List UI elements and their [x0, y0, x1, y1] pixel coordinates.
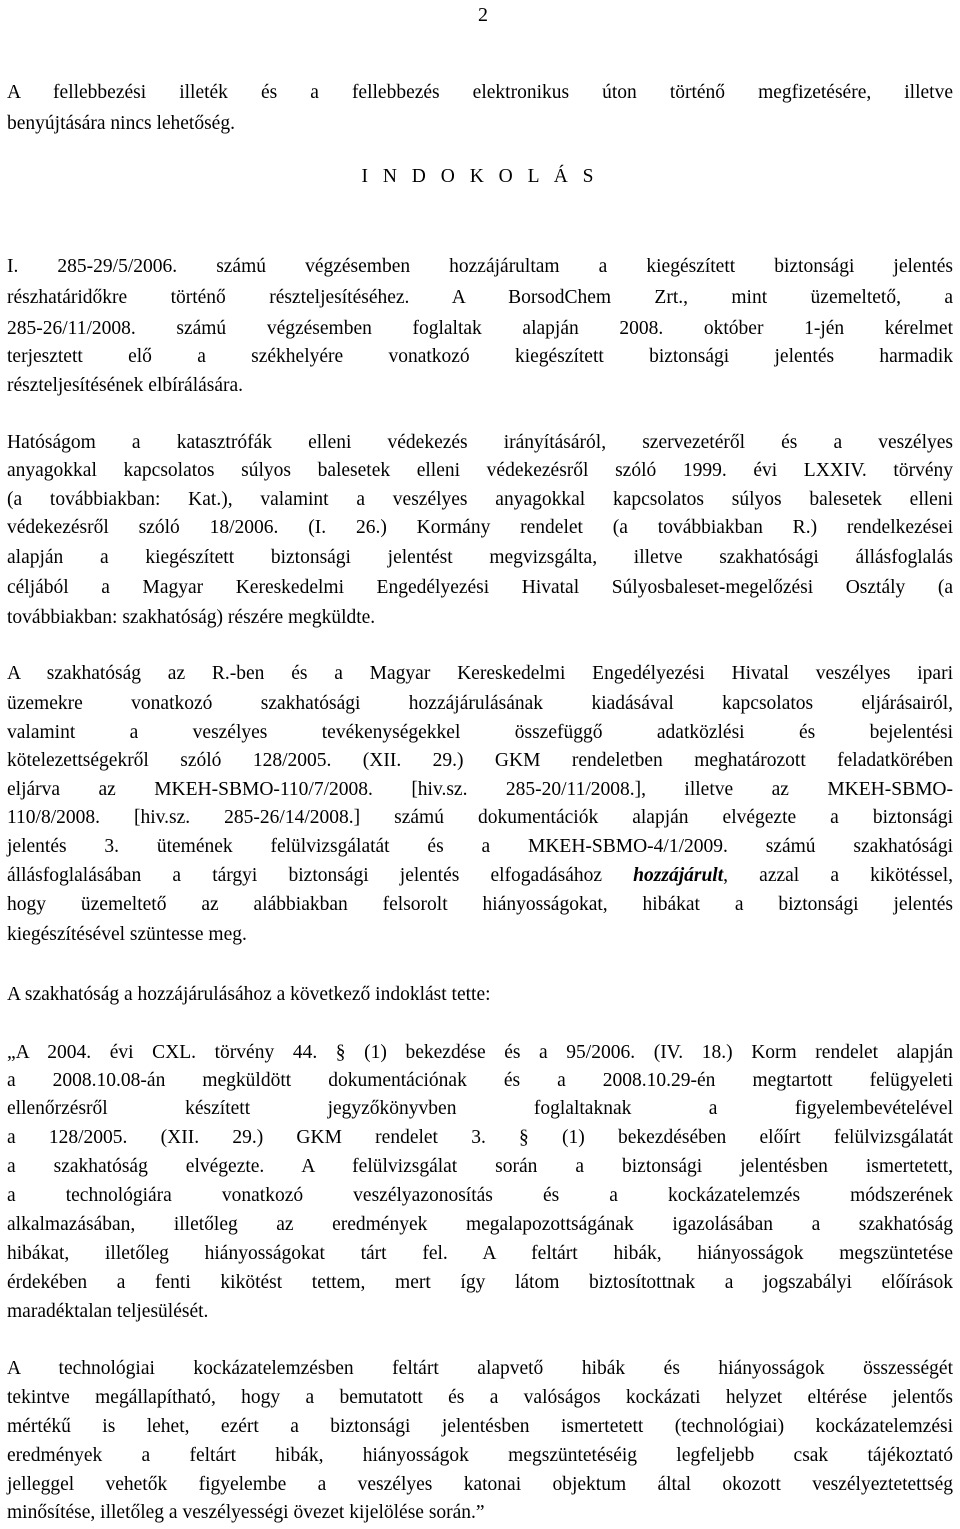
text-segment: állásfoglalásában a tárgyi biztonsági jelentés elfogadásához — [7, 865, 634, 886]
text-line: a szakhatóság elvégezte. A felülvizsgálat során a biztonsági jelentésben ismertetett, — [7, 1156, 953, 1177]
text-line: eredmények a feltárt hibák, hiányosságok megszüntetéséig legfeljebb csak tájékoztató — [7, 1445, 953, 1466]
text-line: céljából a Magyar Kereskedelmi Engedélyezési Hivatal Súlyosbaleset-megelőzési Osztály (a — [7, 577, 953, 598]
text-line: ellenőrzésről készített jegyzőkönyvben foglaltaknak a figyelembevételével — [7, 1098, 953, 1119]
text-line: (a továbbiakban: Kat.), valamint a veszélyes anyagokkal kapcsolatos súlyos balesetek elleni — [7, 489, 953, 510]
text-line: tekintve megállapítható, hogy a bemutatott és a valóságos kockázati helyzet eltérése jelentős — [7, 1387, 953, 1408]
text-line: továbbiakban: szakhatóság) részére megküldte. — [7, 607, 376, 628]
text-line: eljárva az MKEH-SBMO-110/7/2008. [hiv.sz. 285-20/11/2008.], illetve az MKEH-SBMO- — [7, 779, 953, 800]
text-line: I. 285-29/5/2006. számú végzésemben hozzájárultam a kiegészített biztonsági jelentés — [7, 256, 953, 277]
text-line: maradéktalan teljesülését. — [7, 1301, 209, 1322]
text-line: „A 2004. évi CXL. törvény 44. § (1) bekezdése és a 95/2006. (IV. 18.) Korm rendelet alapján — [7, 1042, 953, 1063]
text-line: 285-26/11/2008. számú végzésemben foglaltak alapján 2008. október 1-jén kérelmet — [7, 318, 953, 339]
text-line: kiegészítésével szüntesse meg. — [7, 924, 247, 945]
text-line: benyújtására nincs lehetőség. — [7, 113, 235, 134]
text-line: Hatóságom a katasztrófák elleni védekezés irányításáról, szervezetéről és a veszélyes — [7, 432, 953, 453]
text-line: érdekében a fenti kikötést tettem, mert így látom biztosítottnak a jogszabályi előírások — [7, 1272, 953, 1293]
text-line: hibákat, illetőleg hiányosságokat tárt fel. A feltárt hibák, hiányosságok megszüntetése — [7, 1243, 953, 1264]
text-line: A szakhatóság a hozzájárulásához a következő indoklást tette: — [7, 984, 491, 1005]
text-line: védekezésről szóló 18/2006. (I. 26.) Kormány rendelet (a továbbiakban R.) rendelkezései — [7, 517, 953, 538]
text-line: jelentés 3. ütemének felülvizsgálatát és a MKEH-SBMO-4/1/2009. számú szakhatósági — [7, 836, 953, 857]
text-line: anyagokkal kapcsolatos súlyos balesetek elleni védekezésről szóló 1999. évi LXXIV. törvény — [7, 460, 953, 481]
text-line: részhatáridőkre történő részteljesítéséhez. A BorsodChem Zrt., mint üzemeltető, a — [7, 287, 953, 308]
text-line: minősítése, illetőleg a veszélyességi övezet kijelölése során.” — [7, 1502, 485, 1523]
text-line: a 128/2005. (XII. 29.) GKM rendelet 3. § (1) bekezdésében előírt felülvizsgálatát — [7, 1127, 953, 1148]
text-segment: , azzal a kikötéssel, — [723, 865, 954, 886]
text-line: jelleggel vehetők figyelembe a veszélyes katonai objektum által okozott veszélyeztetettség — [7, 1474, 953, 1495]
text-line: a technológiára vonatkozó veszélyazonosítás és a kockázatelemzés módszerének — [7, 1185, 953, 1206]
text-line: alkalmazásában, illetőleg az eredmények megalapozottságának igazolásában a szakhatóság — [7, 1214, 953, 1235]
text-line: alapján a kiegészített biztonsági jelentést megvizsgálta, illetve szakhatósági állásfoglalás — [7, 547, 953, 568]
emphasized-word: hozzájárult — [633, 865, 724, 886]
text-line: a 2008.10.08-án megküldött dokumentációnak és a 2008.10.29-én megtartott felügyeleti — [7, 1070, 953, 1091]
text-line: A szakhatóság az R.-ben és a Magyar Kereskedelmi Engedélyezési Hivatal veszélyes ipari — [7, 663, 953, 684]
text-line — [7, 861, 953, 890]
page-number: 2 — [478, 4, 488, 26]
text-line: valamint a veszélyes tevékenységekkel összefüggő adatközlési és bejelentési — [7, 722, 953, 743]
text-line: mértékű is lehet, ezért a biztonsági jelentésben ismertetett (technológiai) kockázatelemzési — [7, 1416, 953, 1437]
text-line: A fellebbezési illeték és a fellebbezés elektronikus úton történő megfizetésére, illetve — [7, 82, 953, 103]
text-line: A technológiai kockázatelemzésben feltárt alapvető hibák és hiányosságok összességét — [7, 1358, 953, 1379]
text-line: hogy üzemeltető az alábbiakban felsorolt hiányosságokat, hibákat a biztonsági jelentés — [7, 894, 953, 915]
text-line: részteljesítésének elbírálására. — [7, 375, 244, 396]
text-line: üzemekre vonatkozó szakhatósági hozzájárulásának kiadásával kapcsolatos eljárásairól, — [7, 693, 953, 714]
text-line: kötelezettségekről szóló 128/2005. (XII. 29.) GKM rendeletben meghatározott feladatkörében — [7, 750, 953, 771]
section-heading: I N D O K O L Á S — [361, 166, 599, 187]
text-line: terjesztett elő a székhelyére vonatkozó kiegészített biztonsági jelentés harmadik — [7, 346, 953, 367]
text-line: 110/8/2008. [hiv.sz. 285-26/14/2008.] számú dokumentációk alapján elvégezte a biztonsági — [7, 807, 953, 828]
